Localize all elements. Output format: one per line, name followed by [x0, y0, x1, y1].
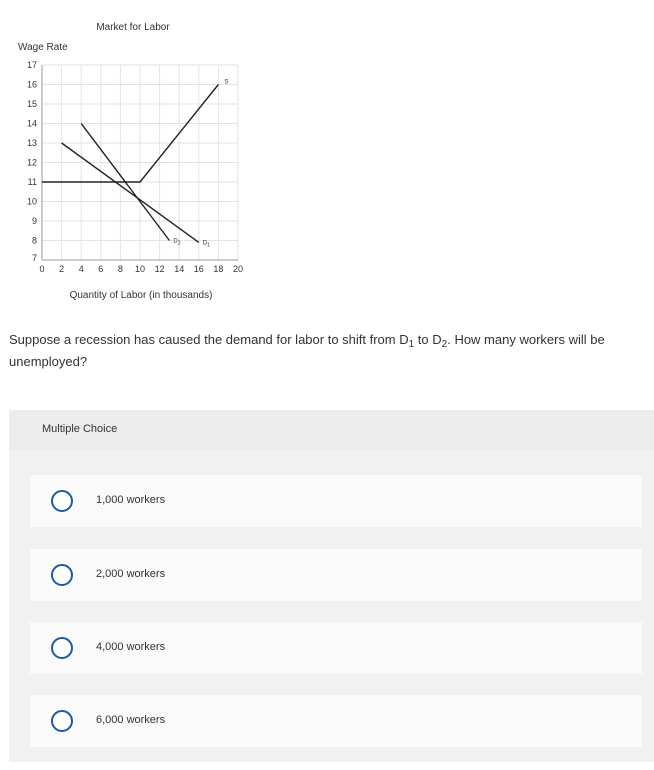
x-tick-label: 20: [232, 264, 244, 274]
chart-grid: [42, 65, 238, 260]
series-line-d1: [62, 143, 199, 242]
y-tick-label: 15: [26, 99, 37, 109]
series-label-d1: $D_1$: [202, 240, 210, 249]
y-tick-label: 13: [26, 138, 37, 148]
y-tick-label: 10: [26, 196, 37, 207]
y-tick-label: 8: [31, 235, 37, 246]
choice-option-2[interactable]: [30, 549, 642, 601]
y-tick-label: 17: [26, 60, 37, 70]
x-tick-label: 12: [154, 264, 165, 274]
y-axis-label: Wage Rate: [18, 42, 68, 53]
x-tick-label: 0: [39, 264, 45, 274]
choice-option-3[interactable]: [30, 622, 642, 674]
market-for-labor-chart: [0, 0, 654, 310]
multiple-choice-header: [9, 410, 654, 450]
choice-label: 2,000 workers: [96, 568, 166, 580]
choice-label: 6,000 workers: [96, 714, 166, 726]
radio-button[interactable]: [51, 490, 73, 512]
question-text: Suppose a recession has caused the demand for labor to shift from $D_1$ to $D_2$. How many workers will be unemployed?: [9, 332, 605, 369]
choice-label: 1,000 workers: [96, 494, 166, 506]
choice-label: 4,000 workers: [96, 641, 166, 653]
x-tick-label: 10: [134, 264, 146, 274]
x-axis-label: Quantity of Labor (in thousands): [69, 290, 213, 301]
choice-option-4[interactable]: [30, 695, 642, 747]
x-tick-label: 2: [59, 264, 65, 274]
multiple-choice-title: Multiple Choice: [42, 423, 118, 435]
y-tick-label: 11: [27, 177, 37, 187]
y-tick-label: 12: [26, 157, 37, 168]
radio-button[interactable]: [51, 564, 73, 586]
series-line-s: [42, 85, 218, 183]
series-label-s: S: [224, 79, 229, 86]
x-tick-label: 18: [213, 264, 224, 274]
x-tick-label: 4: [78, 264, 84, 274]
radio-button[interactable]: [51, 637, 73, 659]
y-tick-label: 16: [26, 79, 37, 90]
chart-tick-labels: [27, 60, 243, 274]
y-tick-label: 7: [31, 253, 37, 263]
multiple-choice-panel: [9, 410, 654, 762]
x-tick-label: 8: [117, 264, 123, 274]
x-tick-label: 6: [98, 264, 104, 274]
series-label-d2: $D_2$: [173, 238, 181, 247]
choice-option-1[interactable]: [30, 475, 642, 527]
y-tick-label: 14: [26, 118, 37, 129]
x-tick-label: 16: [193, 264, 204, 274]
chart-series: [42, 80, 228, 249]
radio-button[interactable]: [51, 710, 73, 732]
chart-title: Market for Labor: [96, 22, 170, 33]
x-tick-label: 14: [174, 264, 185, 274]
y-tick-label: 9: [31, 216, 37, 226]
